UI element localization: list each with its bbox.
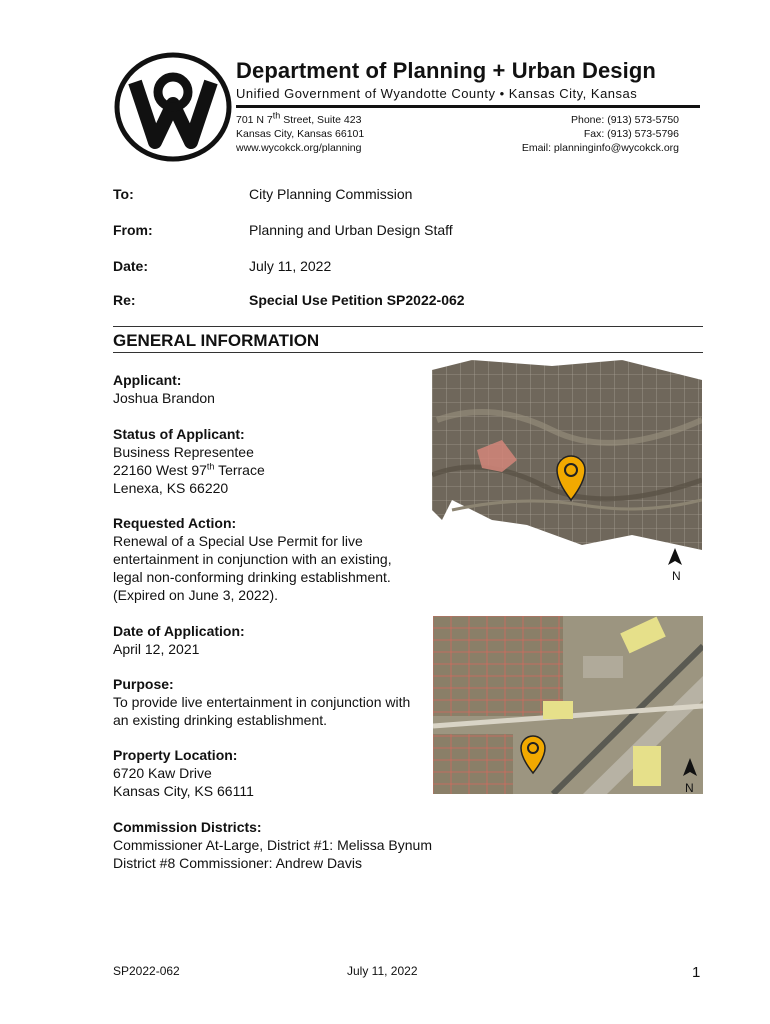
contact-phone: Phone: (913) 573-5750 xyxy=(571,114,679,126)
letterhead-rule xyxy=(236,105,700,108)
status-block xyxy=(113,425,423,497)
section-rule-top xyxy=(113,326,703,327)
footer-date: July 11, 2022 xyxy=(347,964,418,978)
date-application-block xyxy=(113,622,423,658)
re-value: Special Use Petition SP2022-062 xyxy=(249,292,465,308)
address-website: www.wycokck.org/planning xyxy=(236,142,362,154)
action-label: Requested Action: xyxy=(113,515,237,531)
office-contact xyxy=(522,113,679,155)
applicant-value: Joshua Brandon xyxy=(113,390,215,406)
purpose-label: Purpose: xyxy=(113,676,174,692)
section-rule-bottom xyxy=(113,352,703,353)
purpose-text: To provide live entertainment in conjunction with an existing drinking establishment. xyxy=(113,694,411,728)
date-application-value: April 12, 2021 xyxy=(113,641,200,657)
footer-case-number: SP2022-062 xyxy=(113,964,180,978)
address-street: 701 N 7th Street, Suite 423 xyxy=(236,110,362,126)
districts-label: Commission Districts: xyxy=(113,819,262,835)
re-label: Re: xyxy=(113,292,136,308)
status-label: Status of Applicant: xyxy=(113,426,245,442)
date-value: July 11, 2022 xyxy=(249,258,332,274)
to-value: City Planning Commission xyxy=(249,186,413,202)
districts-line2: District #8 Commissioner: Andrew Davis xyxy=(113,855,362,871)
action-block xyxy=(113,514,423,604)
area-aerial-map xyxy=(432,360,702,610)
department-subtitle: Unified Government of Wyandotte County • Kansas City, Kansas xyxy=(236,86,638,101)
districts-line1: Commissioner At-Large, District #1: Melissa Bynum xyxy=(113,837,432,853)
wyandotte-logo xyxy=(113,52,233,162)
action-text: Renewal of a Special Use Permit for live entertainment in conjunction with an existing, legal non-conforming drinking establishment. (Expired on June 3, 2022). xyxy=(113,533,392,603)
from-value: Planning and Urban Design Staff xyxy=(249,222,453,238)
purpose-block xyxy=(113,675,423,729)
from-label: From: xyxy=(113,222,153,238)
contact-fax: Fax: (913) 573-5796 xyxy=(583,128,679,140)
section-heading: GENERAL INFORMATION xyxy=(113,331,320,350)
applicant-label: Applicant: xyxy=(113,372,182,388)
applicant-block xyxy=(113,371,423,407)
north-label-2: N xyxy=(685,781,694,794)
status-line3: Lenexa, KS 66220 xyxy=(113,480,229,496)
location-label: Property Location: xyxy=(113,747,238,763)
location-line1: 6720 Kaw Drive xyxy=(113,765,212,781)
north-label-1: N xyxy=(672,569,681,583)
date-application-label: Date of Application: xyxy=(113,623,245,639)
to-label: To: xyxy=(113,186,134,202)
page-number: 1 xyxy=(692,964,701,981)
department-title: Department of Planning + Urban Design xyxy=(236,58,656,83)
status-line2: 22160 West 97th Terrace xyxy=(113,461,265,478)
contact-email: Email: planninginfo@wycokck.org xyxy=(521,142,679,154)
office-address xyxy=(236,110,365,155)
address-city: Kansas City, Kansas 66101 xyxy=(236,128,365,140)
location-block xyxy=(113,746,423,800)
districts-block xyxy=(113,818,533,872)
status-line1: Business Representee xyxy=(113,444,254,460)
location-line2: Kansas City, KS 66111 xyxy=(113,783,254,799)
site-aerial-map xyxy=(433,616,703,794)
date-label: Date: xyxy=(113,258,149,274)
